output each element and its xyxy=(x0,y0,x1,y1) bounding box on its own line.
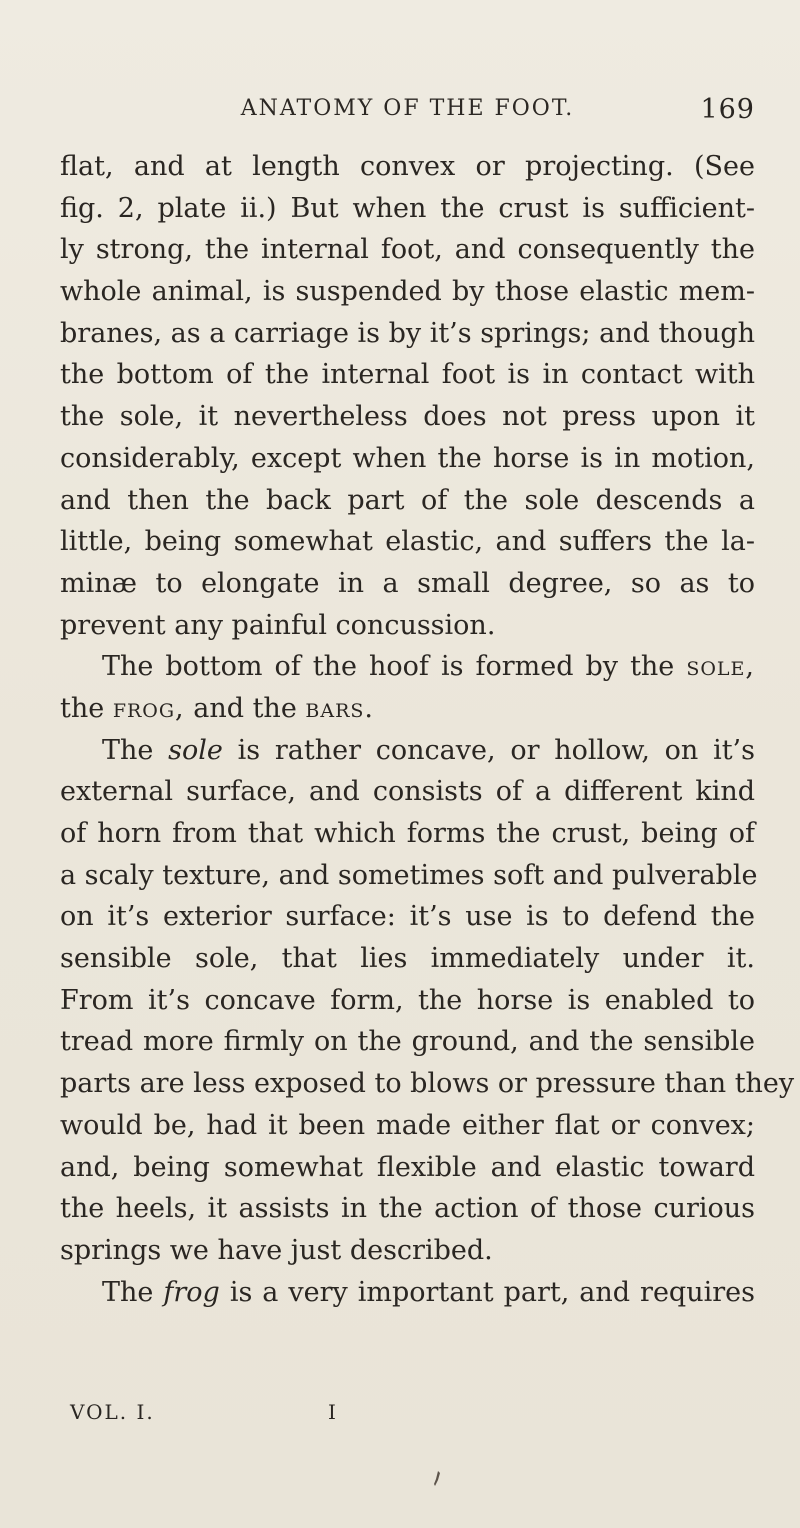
text-line: prevent any painful concussion. xyxy=(60,609,496,641)
text-line: branes, as a carriage is by it’s springs; and though xyxy=(60,317,755,349)
paragraph-2-line-1 xyxy=(60,646,755,688)
text-line: springs we have just described. xyxy=(60,1234,493,1266)
text-line: the sole, it nevertheless does not press upon it xyxy=(60,401,755,433)
text-run: is rather concave, or hollow, on it’s xyxy=(237,734,755,766)
ink-speck-decoration xyxy=(432,1470,442,1488)
text-run: The xyxy=(102,734,154,766)
term-sole-italic: sole xyxy=(168,734,223,766)
text-run: the xyxy=(60,692,105,724)
text-run: and the xyxy=(193,692,297,724)
page-number: 169 xyxy=(700,94,755,125)
term-frog: frog, xyxy=(112,692,185,724)
text-line: on it’s exterior surface: it’s use is to defend the xyxy=(60,901,755,933)
term-bars: bars. xyxy=(305,692,374,724)
text-line: and then the back part of the sole descends a xyxy=(60,484,755,516)
volume-signature: VOL. I. xyxy=(70,1400,155,1424)
text-line: sensible sole, that lies immediately under it. xyxy=(60,943,755,975)
page-footer xyxy=(70,1400,750,1440)
text-line: external surface, and consists of a different kind xyxy=(60,776,755,808)
paragraph-2-line-2 xyxy=(60,688,755,730)
term-frog-italic: frog xyxy=(163,1276,220,1308)
text-line: ly strong, the internal foot, and consequently the xyxy=(60,234,755,266)
text-line: whole animal, is suspended by those elastic mem- xyxy=(60,276,755,308)
text-run: The xyxy=(102,1276,154,1308)
text-line: and, being somewhat flexible and elastic toward xyxy=(60,1151,755,1183)
text-line: the heels, it assists in the action of those curious xyxy=(60,1193,755,1225)
text-line: would be, had it been made either flat or convex; xyxy=(60,1109,755,1141)
text-line: fig. 2, plate ii.) But when the crust is sufficient- xyxy=(60,192,755,224)
text-line: parts are less exposed to blows or pressure than they xyxy=(60,1068,795,1100)
text-line: tread more firmly on the ground, and the sensible xyxy=(60,1026,755,1058)
text-line: flat, and at length convex or projecting. (See xyxy=(60,151,755,182)
text-run: The bottom of the hoof is formed by the xyxy=(102,651,675,683)
text-line: considerably, except when the horse is in motion, xyxy=(60,442,755,474)
text-line: a scaly texture, and sometimes soft and pulverable xyxy=(60,859,758,891)
signature-mark: I xyxy=(328,1400,338,1424)
running-head: ANATOMY OF THE FOOT. xyxy=(240,96,575,121)
page-header xyxy=(60,96,755,136)
text-line: From it’s concave form, the horse is enabled to xyxy=(60,984,755,1016)
paragraph-3-line-1 xyxy=(60,730,755,772)
text-line: the bottom of the internal foot is in contact with xyxy=(60,359,755,391)
paragraph-4-line-1 xyxy=(60,1272,755,1314)
body-text xyxy=(60,146,795,1313)
text-run: is a very important part, and requires xyxy=(229,1276,755,1308)
text-line: minæ to elongate in a small degree, so as to xyxy=(60,567,755,599)
term-sole: sole, xyxy=(686,651,755,683)
text-line: little, being somewhat elastic, and suffers the la- xyxy=(60,526,755,558)
text-line: of horn from that which forms the crust, being of xyxy=(60,818,755,849)
